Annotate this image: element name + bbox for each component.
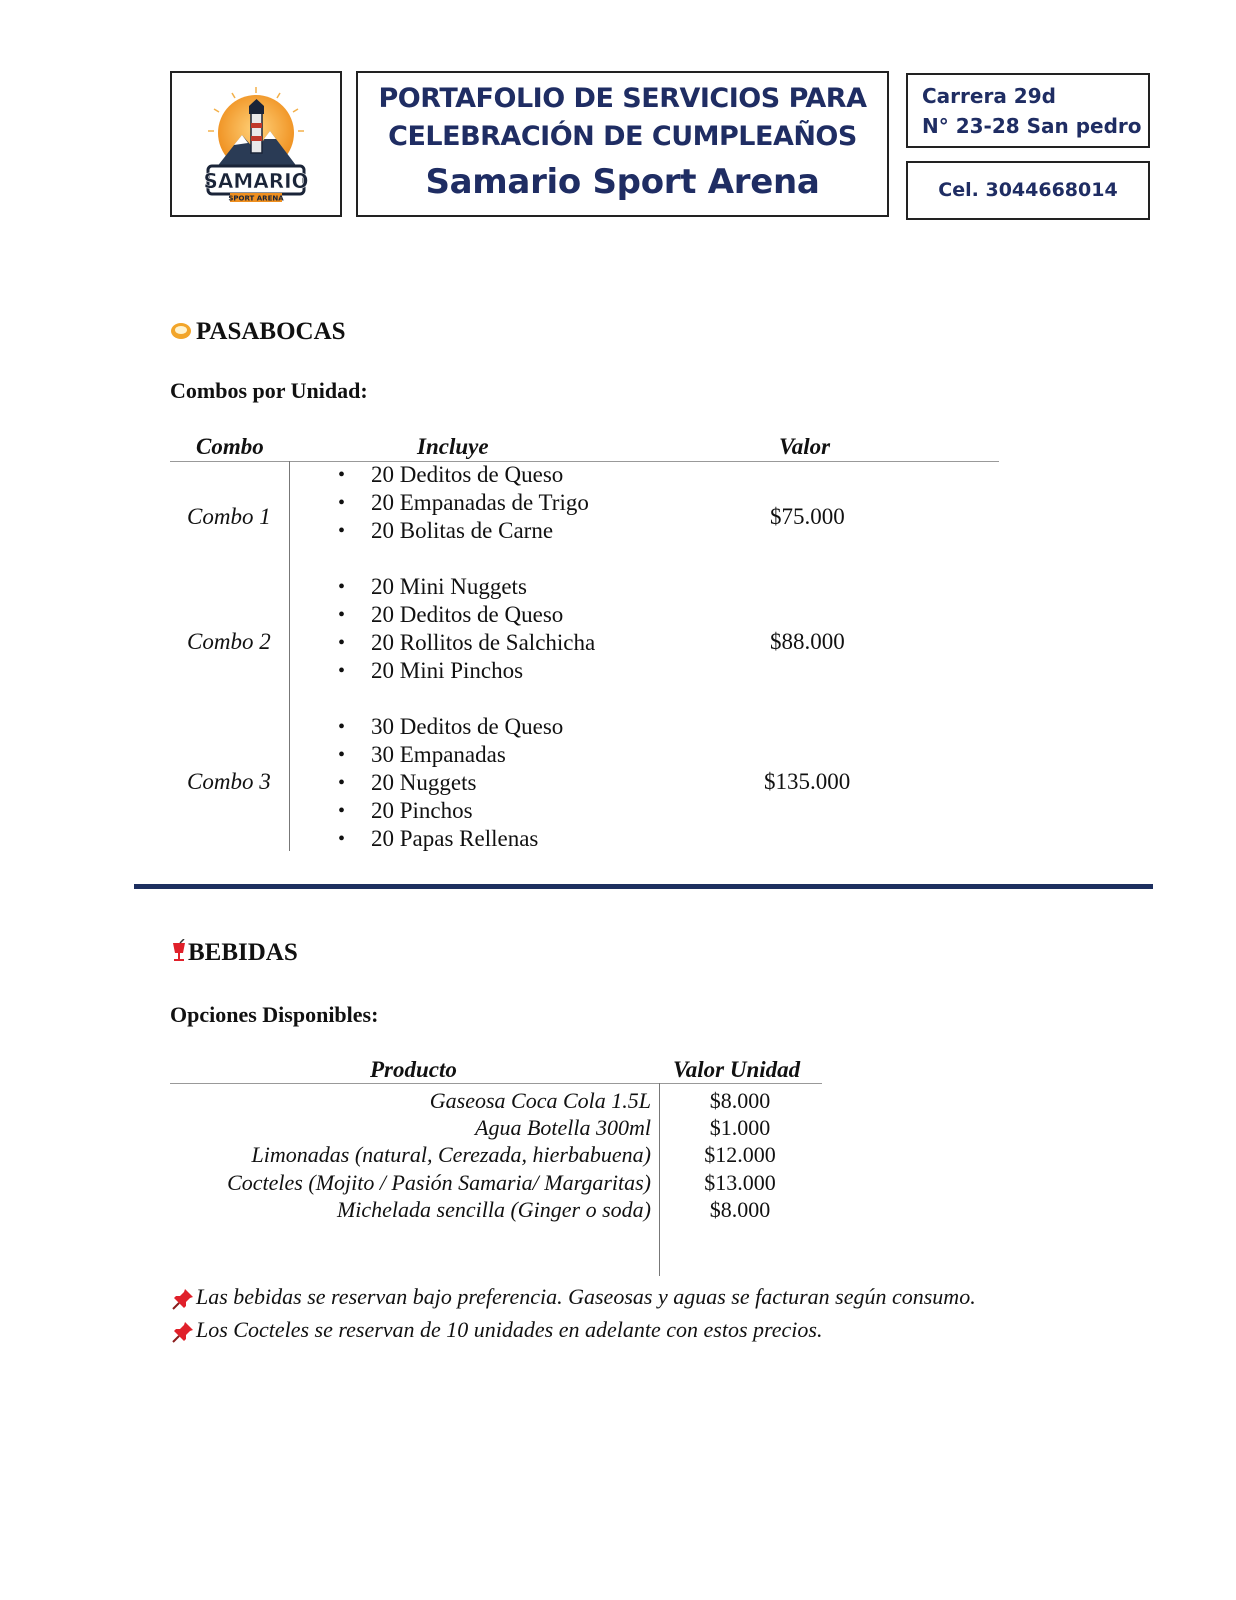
- logo-sub: SPORT ARENA: [228, 194, 284, 203]
- food-icon: [170, 319, 192, 341]
- list-item: • 20 Deditos de Queso: [336, 601, 595, 629]
- list-item: • 30 Empanadas: [336, 741, 563, 769]
- logo-word: SAMARIO: [203, 169, 309, 193]
- combo-value: $75.000: [770, 504, 845, 529]
- title-line-3: Samario Sport Arena: [425, 162, 820, 202]
- pushpin-icon: [170, 1287, 196, 1311]
- price-cell: $8.000: [709, 1197, 771, 1222]
- product-cell: Cocteles (Mojito / Pasión Samaria/ Margaritas): [227, 1170, 651, 1195]
- product-cell: Michelada sencilla (Ginger o soda): [336, 1197, 651, 1222]
- combo-value: $88.000: [770, 629, 845, 654]
- col-header-producto: Producto: [370, 1057, 457, 1082]
- title-line-2: CELEBRACIÓN DE CUMPLEAÑOS: [388, 121, 857, 152]
- title-line-1: PORTAFOLIO DE SERVICIOS PARA: [378, 83, 867, 114]
- bebidas-heading: [170, 939, 298, 967]
- combo-items-list: [336, 713, 563, 853]
- pasabocas-heading: [170, 318, 346, 346]
- pasabocas-title: PASABOCAS: [196, 318, 346, 345]
- drink-icon: [170, 939, 188, 963]
- price-cell: $13.000: [704, 1170, 776, 1195]
- phone-box: [906, 161, 1150, 220]
- table-column-divider: [659, 1083, 660, 1276]
- list-item: • 20 Nuggets: [336, 769, 563, 797]
- list-item: • 20 Pinchos: [336, 797, 563, 825]
- list-item: • 20 Bolitas de Carne: [336, 517, 589, 545]
- product-cell: Limonadas (natural, Cerezada, hierbabuena): [251, 1142, 651, 1167]
- pasabocas-subtitle: Combos por Unidad:: [170, 378, 368, 403]
- col-header-incluye: Incluye: [417, 434, 489, 459]
- note-text: Los Cocteles se reservan de 10 unidades en adelante con estos precios.: [196, 1317, 823, 1342]
- address-line-1: Carrera 29d: [922, 84, 1056, 108]
- list-item: • 20 Mini Pinchos: [336, 657, 595, 685]
- combo-items-list: [336, 461, 589, 545]
- list-item: • 20 Mini Nuggets: [336, 573, 595, 601]
- section-divider: [134, 884, 1153, 889]
- combo-items-list: [336, 573, 595, 685]
- table-column-divider: [289, 461, 290, 851]
- combo-value: $135.000: [764, 769, 851, 794]
- price-cell: $1.000: [709, 1115, 771, 1140]
- logo-box: [170, 71, 342, 217]
- address-line-2: N° 23-28 San pedro: [922, 114, 1142, 138]
- samario-logo: [172, 73, 340, 215]
- bebidas-title: BEBIDAS: [188, 939, 298, 966]
- note-1: [170, 1282, 976, 1312]
- list-item: • 30 Deditos de Queso: [336, 713, 563, 741]
- list-item: • 20 Deditos de Queso: [336, 461, 589, 489]
- title-box: [356, 71, 889, 217]
- combo-name: Combo 1: [187, 504, 271, 529]
- list-item: • 20 Empanadas de Trigo: [336, 489, 589, 517]
- table-header-line: [170, 1083, 822, 1084]
- list-item: • 20 Rollitos de Salchicha: [336, 629, 595, 657]
- pushpin-icon: [170, 1320, 196, 1344]
- bebidas-subtitle: Opciones Disponibles:: [170, 1002, 379, 1027]
- phone-number: Cel. 3044668014: [938, 179, 1118, 201]
- note-2: [170, 1315, 822, 1345]
- address-box: [906, 73, 1150, 148]
- price-cell: $12.000: [704, 1142, 776, 1167]
- col-header-valor: Valor: [779, 434, 831, 459]
- list-item: • 20 Papas Rellenas: [336, 825, 563, 853]
- col-header-valor-unidad: Valor Unidad: [673, 1057, 801, 1082]
- product-cell: Gaseosa Coca Cola 1.5L: [429, 1088, 651, 1113]
- note-text: Las bebidas se reservan bajo preferencia. Gaseosas y aguas se facturan según consumo.: [196, 1284, 976, 1309]
- combo-name: Combo 3: [187, 769, 271, 794]
- product-cell: Agua Botella 300ml: [475, 1115, 651, 1140]
- combo-name: Combo 2: [187, 629, 271, 654]
- col-header-combo: Combo: [196, 434, 264, 459]
- price-cell: $8.000: [709, 1088, 771, 1113]
